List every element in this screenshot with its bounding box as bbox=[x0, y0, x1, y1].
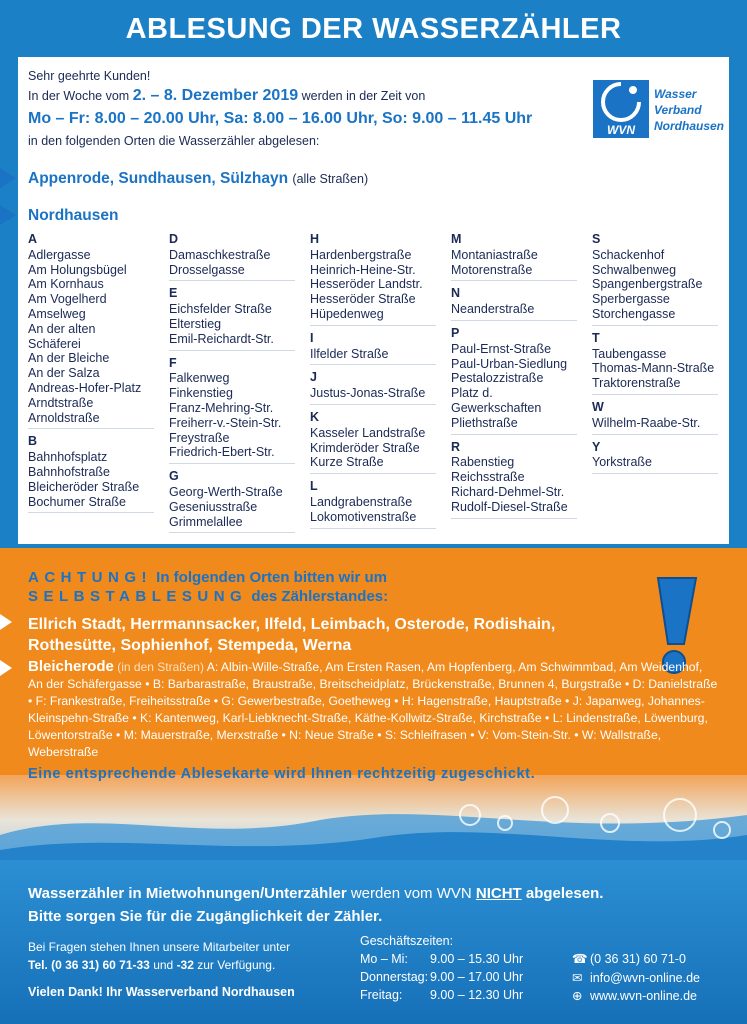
attention-line2: des Zählerstandes: bbox=[251, 588, 389, 605]
street-name: Pliethstraße bbox=[451, 415, 518, 430]
street-name: Bahnhofstraße bbox=[28, 464, 110, 479]
street-group bbox=[310, 410, 436, 474]
group-letter: T bbox=[592, 330, 600, 345]
street-group bbox=[451, 326, 577, 435]
street-group bbox=[451, 440, 577, 519]
bleicherode-title: Bleicherode bbox=[28, 658, 114, 675]
street-group bbox=[451, 232, 577, 281]
street-name: Rabenstieg bbox=[451, 455, 515, 470]
week-dates: 2. – 8. Dezember 2019 bbox=[132, 87, 299, 104]
greeting: Sehr geehrte Kunden! bbox=[28, 69, 151, 83]
tel-end: zur Verfügung. bbox=[193, 958, 276, 972]
street-name: Traktorenstraße bbox=[592, 376, 681, 391]
street-name: Falkenweg bbox=[169, 371, 230, 386]
street-name: Am Kornhaus bbox=[28, 277, 104, 292]
arrow-icon bbox=[0, 660, 12, 676]
street-name: Hesseröder Landstr. bbox=[310, 277, 423, 292]
street-name: Freiherr-v.-Stein-Str. bbox=[169, 415, 282, 430]
street-name: Schwalbenweg bbox=[592, 262, 677, 277]
street-name: Schackenhof bbox=[592, 247, 665, 262]
group-letter: W bbox=[592, 399, 604, 414]
street-name: An der Salza bbox=[28, 366, 100, 381]
street-name: Freystraße bbox=[169, 430, 230, 445]
street-name: Landgrabenstraße bbox=[310, 494, 413, 509]
street-column bbox=[310, 232, 436, 534]
street-name: Thomas-Mann-Straße bbox=[592, 361, 715, 376]
street-name: Krimderöder Straße bbox=[310, 440, 420, 455]
street-name: Finkenstieg bbox=[169, 386, 233, 401]
attention-line1: In folgenden Orten bitten wir um bbox=[156, 569, 388, 586]
street-name: Geseniusstraße bbox=[169, 499, 258, 514]
street-name: An der Bleiche bbox=[28, 351, 110, 366]
reading-hours: Mo – Fr: 8.00 – 20.00 Uhr, Sa: 8.00 – 16.00 Uhr, So: 9.00 – 11.45 Uhr bbox=[28, 110, 533, 127]
street-name: Arnoldstraße bbox=[28, 410, 100, 425]
street-group bbox=[592, 400, 718, 435]
hours-time: 9.00 – 17.00 Uhr bbox=[430, 970, 524, 984]
group-letter: N bbox=[451, 286, 461, 301]
street-name: Emil-Reichardt-Str. bbox=[169, 331, 274, 346]
globe-icon: ⊕ bbox=[572, 989, 583, 1003]
street-group bbox=[592, 440, 718, 475]
hours-days: Donnerstag: bbox=[360, 970, 429, 984]
group-letter: J bbox=[310, 370, 317, 385]
street-name: Ilfelder Straße bbox=[310, 346, 389, 361]
street-name: Sperbergasse bbox=[592, 292, 670, 307]
street-name: Bleicheröder Straße bbox=[28, 479, 140, 494]
street-name: Arndtstraße bbox=[28, 395, 94, 410]
submeter-notice bbox=[28, 882, 728, 928]
group-letter: L bbox=[310, 479, 318, 494]
group-letter: K bbox=[310, 409, 320, 424]
street-name: Platz d. Gewerkschaften bbox=[451, 386, 542, 415]
email-icon: ✉ bbox=[572, 970, 583, 985]
group-letter: M bbox=[451, 232, 462, 246]
street-name: Motorenstraße bbox=[451, 262, 533, 277]
arrow-icon bbox=[0, 168, 16, 188]
street-group bbox=[28, 232, 154, 429]
group-letter: S bbox=[592, 232, 601, 246]
street-name: Heinrich-Heine-Str. bbox=[310, 262, 416, 277]
intro-text bbox=[28, 67, 588, 151]
street-name: Andreas-Hofer-Platz bbox=[28, 380, 142, 395]
street-name: Am Vogelherd bbox=[28, 292, 107, 307]
office-hours-title: Geschäftszeiten: bbox=[360, 934, 454, 948]
group-letter: D bbox=[169, 232, 179, 246]
phone-number[interactable]: (0 36 31) 60 71-0 bbox=[590, 952, 686, 966]
street-name: Friedrich-Ebert-Str. bbox=[169, 445, 275, 460]
street-name: Drosselgasse bbox=[169, 262, 245, 277]
week-suffix: werden in der Zeit von bbox=[298, 89, 426, 103]
email-link[interactable]: info@wvn-online.de bbox=[590, 970, 700, 985]
hours-time: 9.00 – 12.30 Uhr bbox=[430, 988, 524, 1002]
street-group bbox=[169, 232, 295, 281]
attention-word: ACHTUNG! bbox=[28, 569, 152, 586]
street-name: Kasseler Landstraße bbox=[310, 425, 426, 440]
tel-number: Tel. (0 36 31) 60 71-33 bbox=[28, 958, 150, 972]
logo-line1: Wasser bbox=[654, 87, 697, 101]
street-name: Amselweg bbox=[28, 306, 86, 321]
questions-text bbox=[28, 938, 348, 974]
intro-closing: in den folgenden Orten die Wasserzähler abgelesen: bbox=[28, 134, 320, 148]
street-name: Taubengasse bbox=[592, 346, 667, 361]
attention-heading bbox=[28, 568, 588, 606]
place-nordhausen: Nordhausen bbox=[28, 207, 119, 224]
office-hours bbox=[360, 932, 523, 1004]
group-letter: H bbox=[310, 232, 320, 246]
hours-days: Mo – Mi: bbox=[360, 952, 408, 966]
street-name: Montaniastraße bbox=[451, 247, 538, 262]
street-name: An der alten bbox=[28, 321, 96, 336]
logo-drop-icon bbox=[593, 80, 649, 124]
wvn-logo bbox=[593, 80, 728, 138]
logo-box bbox=[593, 80, 649, 138]
week-prefix: In der Woche vom bbox=[28, 89, 133, 103]
bleicherode-note: (in den Straßen) bbox=[117, 660, 204, 674]
street-group bbox=[169, 356, 295, 465]
bleicherode-block bbox=[28, 658, 718, 761]
street-name: Lokomotivenstraße bbox=[310, 509, 417, 524]
street-name: Paul-Urban-Siedlung bbox=[451, 356, 568, 371]
street-group bbox=[310, 331, 436, 366]
street-name: Pestalozzistraße bbox=[451, 371, 544, 386]
street-name: Kurze Straße bbox=[310, 455, 384, 470]
street-group bbox=[310, 479, 436, 528]
logo-name bbox=[654, 86, 724, 134]
street-name: Hesseröder Straße bbox=[310, 292, 416, 307]
arrow-icon bbox=[0, 205, 16, 225]
group-letter: G bbox=[169, 469, 179, 484]
hours-days: Freitag: bbox=[360, 988, 403, 1002]
street-column bbox=[592, 232, 718, 479]
street-name: Am Holungsbügel bbox=[28, 262, 127, 277]
group-letter: A bbox=[28, 232, 38, 246]
place-note: (alle Straßen) bbox=[292, 172, 369, 186]
street-name: Richard-Dehmel-Str. bbox=[451, 484, 565, 499]
street-name: Schäferei bbox=[28, 336, 81, 351]
street-name: Georg-Werth-Straße bbox=[169, 484, 283, 499]
street-name: Wilhelm-Raabe-Str. bbox=[592, 415, 701, 430]
week-line bbox=[28, 86, 588, 106]
submeter-mid: werden vom WVN bbox=[346, 885, 476, 902]
place-group-1 bbox=[28, 170, 368, 188]
group-letter: F bbox=[169, 355, 177, 370]
questions-line: Bei Fragen stehen Ihnen unsere Mitarbeiter unter bbox=[28, 940, 291, 954]
street-group bbox=[310, 232, 436, 326]
office-hours-row bbox=[360, 950, 523, 968]
group-letter: Y bbox=[592, 439, 601, 454]
group-letter: E bbox=[169, 286, 178, 301]
web-link[interactable]: www.wvn-online.de bbox=[590, 989, 697, 1003]
street-name: Storchengasse bbox=[592, 306, 676, 321]
submeter-title: Wasserzähler in Mietwohnungen/Unterzähler bbox=[28, 885, 347, 902]
street-name: Rudolf-Diesel-Straße bbox=[451, 499, 568, 514]
street-group bbox=[169, 469, 295, 533]
street-group bbox=[451, 286, 577, 321]
contact-info bbox=[572, 950, 700, 1006]
page-title: ABLESUNG DER WASSERZÄHLER bbox=[125, 12, 622, 45]
street-group bbox=[169, 286, 295, 350]
street-name: Adlergasse bbox=[28, 247, 91, 262]
street-name: Franz-Mehring-Str. bbox=[169, 400, 274, 415]
group-letter: B bbox=[28, 434, 38, 449]
group-letter: I bbox=[310, 330, 314, 345]
card-note: Eine entsprechende Ablesekarte wird Ihnen rechtzeitig zugeschickt. bbox=[28, 766, 536, 782]
street-name: Yorkstraße bbox=[592, 455, 652, 470]
logo-line3: Nordhausen bbox=[654, 119, 725, 133]
street-name: Reichsstraße bbox=[451, 470, 525, 485]
street-group bbox=[592, 331, 718, 395]
street-name: Grimmelallee bbox=[169, 514, 243, 529]
place-names: Appenrode, Sundhausen, Sülzhayn bbox=[28, 170, 289, 187]
street-name: Justus-Jonas-Straße bbox=[310, 386, 426, 401]
bleicherode-streets: A: Albin-Wille-Straße, Am Ersten Rasen, Am Hopfenberg, Am Schwimmbad, Am Weidenhof, An der Schäfergasse • B: Barbarastraße, Braustraße, Breitscheidplatz, Brückenstraße, Brunnen 4, Burgstraße • D: Danielstraße • F: Frankestraße, Freiheitsstraße • G: Gewerbestraße, Goetheweg • H: Hagenstraße, Hauptstraße • J: Japanweg, Johannes-Kleinspehn-Straße • K: Kantenweg, Karl-Liebknecht-Straße, Käthe-Kollwitz-Straße, Kirchstraße • L: Lindenstraße, Löwenburg, Löwentorstraße • M: Mauerstraße, Merxstraße • N: Neue Straße • S: Schleifrasen • V: Vom-Stein-Str. • W: Wallstraße, Weberstraße bbox=[28, 660, 718, 759]
street-column bbox=[28, 232, 154, 518]
logo-line2: Verband bbox=[654, 103, 702, 117]
street-name: Bahnhofsplatz bbox=[28, 450, 108, 465]
street-group bbox=[592, 232, 718, 326]
street-name: Spangenbergstraße bbox=[592, 277, 703, 292]
street-name: Bochumer Straße bbox=[28, 494, 126, 509]
street-name: Hüpedenweg bbox=[310, 306, 384, 321]
street-column bbox=[169, 232, 295, 538]
thanks-line: Vielen Dank! Ihr Wasserverband Nordhausen bbox=[28, 985, 295, 999]
submeter-end: abgelesen. bbox=[521, 885, 604, 902]
self-reading-word: SELBSTABLESUNG bbox=[28, 588, 248, 605]
street-name: Hardenbergstraße bbox=[310, 247, 412, 262]
street-name: Damaschkestraße bbox=[169, 247, 271, 262]
submeter-not: NICHT bbox=[475, 885, 522, 902]
access-notice: Bitte sorgen Sie für die Zugänglichkeit der Zähler. bbox=[28, 908, 383, 925]
office-hours-row bbox=[360, 968, 523, 986]
phone-icon: ☎ bbox=[572, 952, 588, 966]
street-name: Eichsfelder Straße bbox=[169, 302, 272, 317]
self-reading-towns: Ellrich Stadt, Herrmannsacker, Ilfeld, Leimbach, Osterode, Rodishain, Rothesütte, Sophienhof, Stempeda, Werna bbox=[28, 616, 556, 654]
office-hours-row bbox=[360, 986, 523, 1004]
group-letter: R bbox=[451, 439, 461, 454]
tel-mid: und bbox=[149, 958, 177, 972]
street-group bbox=[310, 370, 436, 405]
tel-ext: -32 bbox=[176, 958, 194, 972]
arrow-icon bbox=[0, 614, 12, 630]
logo-abbr: WVN bbox=[607, 123, 635, 137]
street-group bbox=[28, 434, 154, 513]
street-name: Paul-Ernst-Straße bbox=[451, 341, 552, 356]
street-name: Elterstieg bbox=[169, 316, 222, 331]
street-column bbox=[451, 232, 577, 524]
group-letter: P bbox=[451, 325, 460, 340]
hours-time: 9.00 – 15.30 Uhr bbox=[430, 952, 524, 966]
street-name: Neanderstraße bbox=[451, 302, 535, 317]
